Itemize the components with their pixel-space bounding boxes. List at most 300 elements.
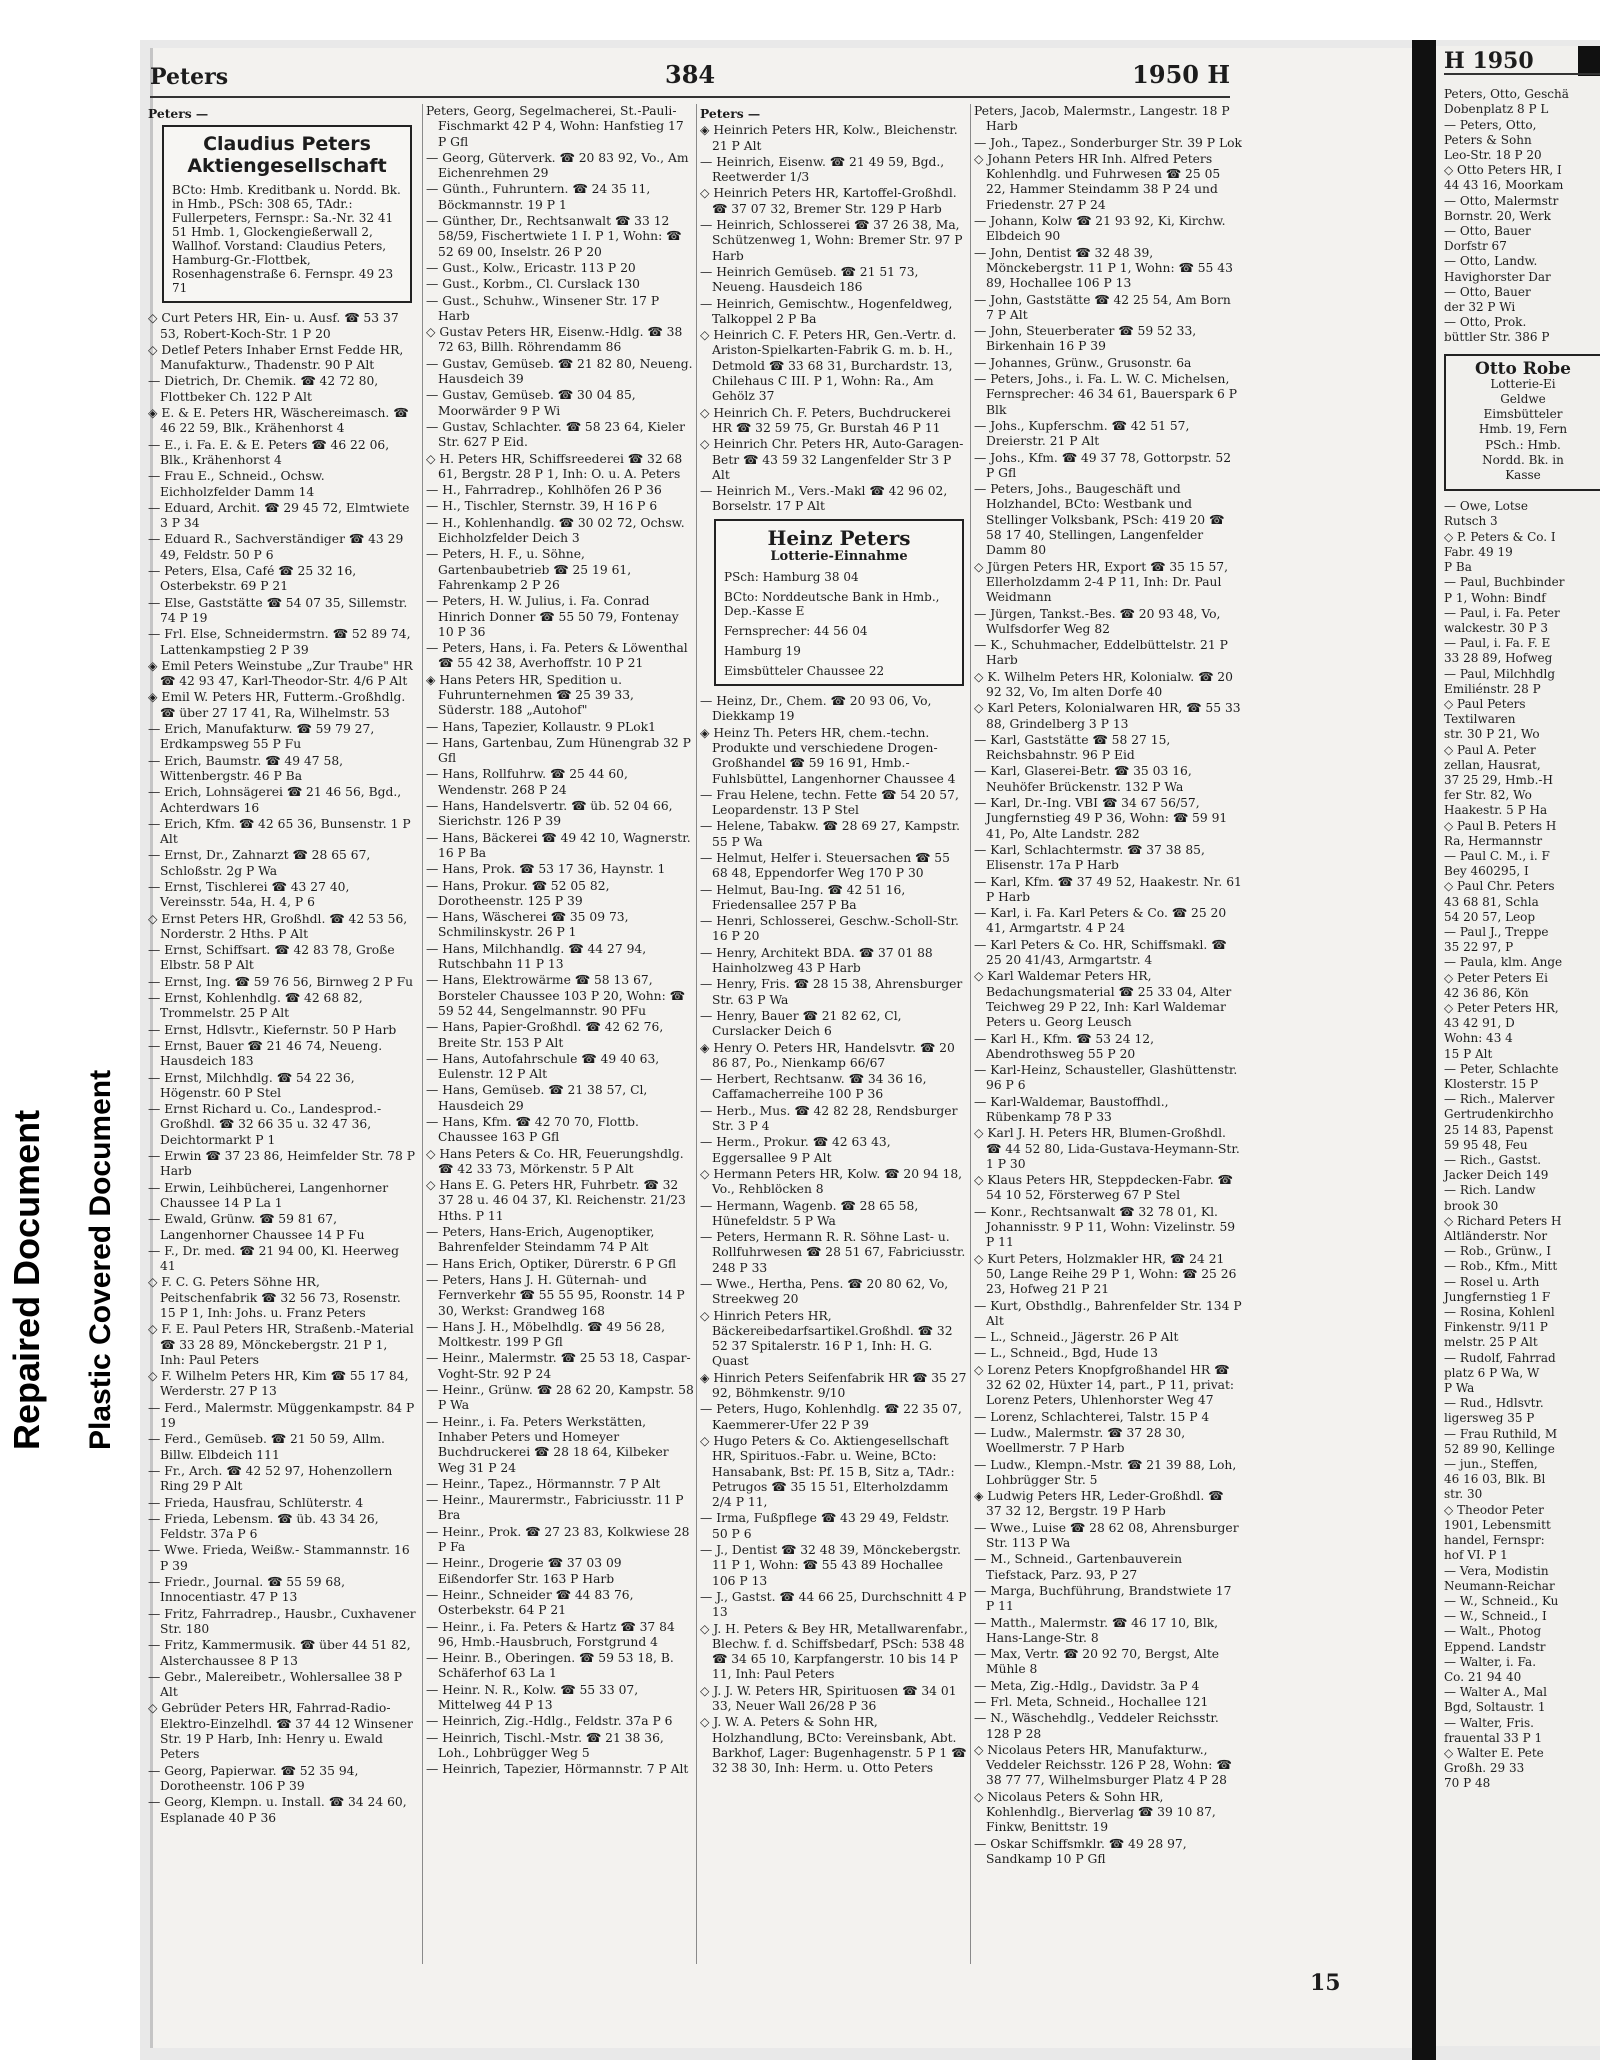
directory-entry: ◈ Ludwig Peters HR, Leder-Großhdl. ☎ 37 32 12, Bergstr. 19 P Harb [974,1489,1224,1519]
directory-entry: — Heinr., Prok. ☎ 27 23 83, Kolkwiese 28 P Fa [426,1524,690,1555]
directory-entry: — Wwe. Frieda, Weißw.- Stammannstr. 16 P 39 [148,1543,410,1573]
right-page-entry: Wohn: 43 4 [1444,1031,1513,1046]
directory-entry: — Heinrich, Tischl.-Mstr. ☎ 21 38 36, Loh., Lohbrügger Weg 5 [426,1730,664,1760]
side-band [0,0,140,2072]
right-ad-line: Lotterie-Ei [1490,376,1556,391]
directory-entry: — Lorenz, Schlachterei, Talstr. 15 P 4 [974,1409,1210,1424]
directory-entry: — Gustav, Gemüseb. ☎ 30 04 85, Moorwärder 9 P Wi [426,388,636,418]
directory-entry: — Heinr., Schneider ☎ 44 83 76, Osterbekstr. 64 P 21 [426,1587,634,1618]
directory-entry: ◈ Heinrich Peters HR, Kolw., Bleichenstr. 21 P Alt [700,123,958,153]
directory-entry: ◇ Klaus Peters HR, Steppdecken-Fabr. ☎ 54 10 52, Försterweg 67 P Stel [974,1173,1233,1203]
right-page-entry: Bornstr. 20, Werk [1444,208,1551,223]
ad-claudius-peters [162,125,412,303]
right-page-entry: Havighorster Dar [1444,269,1551,284]
right-page-entry: ligersweg 35 P [1444,1411,1535,1426]
directory-entry: ◇ Johann Peters HR Inh. Alfred Peters Kohlenhdlg. und Fuhrwesen ☎ 25 05 22, Hammer Steindamm 38 P 24 und Friedenstr. 27 P 24 [974,151,1221,212]
directory-entry: — Ludw., Klempn.-Mstr. ☎ 21 39 88, Loh, Lohbrügger Str. 5 [974,1457,1237,1487]
directory-entry: — John, Dentist ☎ 32 48 39, Mönckebergstr. 11 P 1, Wohn: ☎ 55 43 89, Hochallee 106 P 13 [974,245,1233,291]
directory-entry: — Ernst, Kohlenhdlg. ☎ 42 68 82, Trommelstr. 25 P Alt [148,991,363,1021]
right-page-entry: — jun., Steffen, [1444,1457,1538,1472]
right-page-entry: Fabr. 49 19 [1444,544,1513,559]
right-page-entry: — Paula, klm. Ange [1444,955,1563,970]
right-page-entry: 70 P 48 [1444,1776,1491,1791]
right-page-entry: 44 43 16, Moorkam [1444,178,1564,193]
directory-entry: — L., Schneid., Jägerstr. 26 P Alt [974,1330,1179,1345]
directory-entry: — Hans J. H., Möbelhdlg. ☎ 49 56 28, Moltkestr. 199 P Gfl [426,1319,666,1350]
directory-entry: — Heinr., i. Fa. Peters Werkstätten, Inhaber Peters und Homeyer Buchdruckerei ☎ 28 18 64, Kilbeker Weg 31 P 24 [426,1414,669,1475]
right-page-entry: — Walt., Photog [1444,1624,1542,1639]
directory-entry: — Hans, Prokur. ☎ 52 05 82, Dorotheenstr. 125 P 39 [426,878,610,908]
directory-entry: ◇ Heinrich Ch. F. Peters, Buchdruckerei HR ☎ 32 59 75, Gr. Burstah 46 P 11 [700,405,951,435]
directory-entry: Peters, Jacob, Malermstr., Langestr. 18 P Harb [974,104,1230,134]
right-page-entry: Dobenplatz 8 P L [1444,102,1549,117]
directory-entry: — Helmut, Bau-Ing. ☎ 42 51 16, Friedensallee 257 P Ba [700,882,906,912]
directory-entry: ◇ F. E. Paul Peters HR, Straßenb.-Material ☎ 33 28 89, Mönckebergstr. 21 P 1, Inh: Paul Peters [148,1322,414,1367]
directory-entry: — Heinr. B., Oberingen. ☎ 59 53 18, B. Schäferhof 63 La 1 [426,1651,674,1681]
ad-heinz-peters [714,519,964,686]
directory-entry: ◇ Karl J. H. Peters HR, Blumen-Großhdl. ☎ 44 52 80, Lida-Gustava-Heymann-Str. 1 P 30 [974,1126,1240,1171]
right-page-entry: — Paul, i. Fa. Peter [1444,605,1560,620]
right-page-entry: Textilwaren [1444,712,1516,727]
directory-entry: — John, Steuerberater ☎ 59 52 33, Birkenhain 16 P 39 [974,324,1197,354]
directory-entry: — Heinrich Gemüseb. ☎ 21 51 73, Neueng. Hausdeich 186 [700,264,919,295]
right-page-entry: hof VI. P 1 [1444,1548,1508,1563]
directory-entry: — Ernst Richard u. Co., Landesprod.-Großhdl. ☎ 32 66 35 u. 32 47 36, Deichtormarkt P 1 [148,1102,382,1147]
directory-entry: — Erich, Manufakturw. ☎ 59 79 27, Erdkampsweg 55 P Fu [148,722,375,752]
directory-entry: — Frieda, Hausfrau, Schlüterstr. 4 [148,1495,364,1510]
directory-entry: — Hans, Tapezier, Kollaustr. 9 PLok1 [426,719,656,734]
repaired-document-label: Repaired Document [6,1109,47,1450]
directory-entry: — Wwe., Hertha, Pens. ☎ 20 80 62, Vo, Streekweg 20 [700,1277,949,1307]
right-page-entry: — Vera, Modistin [1444,1563,1549,1578]
directory-entry: — Frl. Else, Schneidermstrn. ☎ 52 89 74, Lattenkampstieg 2 P 39 [148,627,411,657]
directory-entry: — Frieda, Lebensm. ☎ üb. 43 34 26, Feldstr. 37a P 6 [148,1511,379,1542]
directory-entry: ◇ Detlef Peters Inhaber Ernst Fedde HR, Manufakturw., Thadenstr. 90 P Alt [148,342,404,373]
directory-entry: — Heinr., Drogerie ☎ 37 03 09 Eißendorfer Str. 163 P Harb [426,1556,622,1586]
directory-entry: ◇ H. Peters HR, Schiffsreederei ☎ 32 68 61, Bergstr. 28 P 1, Inh: O. u. A. Peters [426,451,683,481]
right-page-entry: platz 6 P Wa, W [1444,1365,1540,1380]
header-left: Peters [150,64,229,90]
directory-entry: ◇ J. J. W. Peters HR, Spirituosen ☎ 34 01 33, Neuer Wall 26/28 P 36 [700,1683,957,1714]
directory-entry: — Helene, Tabakw. ☎ 28 69 27, Kampstr. 55 P Wa [700,819,961,849]
ad-line: BCto: Norddeutsche Bank in Hmb., Dep.-Kasse E [724,590,940,619]
right-page-entry: zellan, Hausrat, [1444,757,1541,772]
directory-entry: ◈ Emil W. Peters HR, Futterm.-Großhdlg. ☎ über 27 17 41, Ra, Wilhelmstr. 53 [148,690,406,720]
directory-entry: — Gebr., Malereibetr., Wohlersallee 38 P Alt [148,1669,403,1700]
right-page [1436,46,1600,2046]
directory-entry: ◈ Hans Peters HR, Spedition u. Fuhrunternehmen ☎ 25 39 33, Süderstr. 188 „Autohof" [426,672,634,718]
directory-entry: — Hans, Wäscherei ☎ 35 09 73, Schmilinskystr. 26 P 1 [426,910,629,940]
directory-entry: — Heinrich, Eisenw. ☎ 21 49 59, Bgd., Reetwerder 1/3 [700,154,945,185]
right-page-entry: — Rudolf, Fahrrad [1444,1350,1556,1365]
right-page-entry: Finkenstr. 9/11 P [1444,1320,1548,1335]
directory-entry: ◇ J. W. A. Peters & Sohn HR, Holzhandlung, BCto: Vereinsbank, Abt. Barkhof, Lager: Bugenhagenstr. 5 P 1 ☎ 32 38 30, Inh: Herm. u. Otto Peters [700,1715,967,1776]
right-page-entry: Peters, Otto, Geschä [1444,87,1569,102]
directory-entry: — Heinz, Dr., Chem. ☎ 20 93 06, Vo, Diekkamp 19 [700,694,932,724]
directory-entry: — Jürgen, Tankst.-Bes. ☎ 20 93 48, Vo, Wulfsdorfer Weg 82 [974,606,1221,636]
right-ad-line: PSch.: Hmb. [1485,437,1561,452]
directory-entry: — Ferd., Gemüseb. ☎ 21 50 59, Allm. Billw. Elbdeich 111 [148,1432,385,1462]
directory-entry: ◇ Ernst Peters HR, Großhdl. ☎ 42 53 56, Norderstr. 2 Hths. P Alt [148,911,408,941]
right-page-entry: Ra, Hermannstr [1444,833,1543,848]
binding-gutter [1412,40,1436,2060]
directory-entry: — Günth., Fuhruntern. ☎ 24 35 11, Böckmannstr. 19 P 1 [426,182,651,212]
right-page-entry: Gertrudenkirchho [1444,1107,1554,1122]
directory-entry: ◇ Gebrüder Peters HR, Fahrrad-Radio-Elektro-Einzelhdl. ☎ 37 44 12 Winsener Str. 19 P Harb, Inh: Henry u. Ewald Peters [148,1701,413,1762]
right-page-entry: — Walter, i. Fa. [1444,1654,1537,1669]
directory-entry: — Fritz, Kammermusik. ☎ über 44 51 82, Alsterchaussee 8 P 13 [148,1638,411,1668]
right-page-entry: Dorfstr 67 [1444,239,1507,254]
directory-entry: — Gust., Schuhw., Winsener Str. 17 P Harb [426,293,660,323]
directory-entry: — Else, Gaststätte ☎ 54 07 35, Sillemstr. 74 P 19 [148,595,408,625]
right-page-entry: fer Str. 82, Wo [1444,788,1532,803]
right-page-entry: 43 68 81, Schla [1444,894,1539,909]
directory-entry: — Georg, Klempn. u. Install. ☎ 34 24 60, Esplanade 40 P 36 [148,1795,407,1825]
directory-entry: — Erwin ☎ 37 23 86, Heimfelder Str. 78 P Harb [148,1149,415,1179]
directory-entry: — Ernst, Ing. ☎ 59 76 56, Birnweg 2 P Fu [148,974,414,989]
directory-entry: — Karl, Dr.-Ing. VBI ☎ 34 67 56/57, Jungfernstieg 49 P 36, Wohn: ☎ 59 91 41, Po, Alte Landstr. 282 [974,796,1228,841]
directory-entry: ◇ Jürgen Peters HR, Export ☎ 35 15 57, Ellerholzdamm 2-4 P 11, Inh: Dr. Paul Weidmann [974,559,1228,605]
right-page-entry: Jacker Deich 149 [1444,1168,1549,1183]
directory-entry: — Hans, Autofahrschule ☎ 49 40 63, Eulenstr. 12 P Alt [426,1051,660,1082]
right-page-entry: — Rich. Landw [1444,1183,1536,1198]
right-page-entry: 54 20 57, Leop [1444,909,1536,924]
directory-entry: — Fritz, Fahrradrep., Hausbr., Cuxhavener Str. 180 [148,1606,416,1636]
directory-entry: — H., Tischler, Sternstr. 39, H 16 P 6 [426,499,658,514]
directory-entry: — Heinr., Maurermstr., Fabriciusstr. 11 P Bra [426,1493,684,1523]
directory-entry: — Max, Vertr. ☎ 20 92 70, Bergst, Alte Mühle 8 [974,1647,1220,1677]
directory-entry: — Herm., Prokur. ☎ 42 63 43, Eggersallee 9 P Alt [700,1135,891,1165]
directory-entry: ◇ Karl Waldemar Peters HR, Bedachungsmaterial ☎ 25 33 04, Alter Teichweg 29 P 22, Inh: Karl Waldemar Peters u. Georg Leusch [974,969,1232,1030]
directory-entry: — Peters, Hans J. H. Güternah- und Fernverkehr ☎ 55 55 95, Roonstr. 14 P 30, Werkst: Grandweg 168 [426,1272,685,1318]
right-page-entry: — Rosina, Kohlenl [1444,1305,1555,1320]
directory-entry: — Johannes, Grünw., Grusonstr. 6a [974,355,1192,370]
directory-entry: — Eduard, Archit. ☎ 29 45 72, Elmtwiete 3 P 34 [148,500,410,531]
directory-entry: — N., Wäschehdlg., Veddeler Reichsstr. 128 P 28 [974,1711,1219,1741]
right-page-entry: — Rob., Kfm., Mitt [1444,1259,1558,1274]
directory-entry: — Gustav, Gemüseb. ☎ 21 82 80, Neueng. Hausdeich 39 [426,356,693,387]
directory-entry: — Hans, Prok. ☎ 53 17 36, Haynstr. 1 [426,862,666,877]
directory-entry: — Hans, Elektrowärme ☎ 58 13 67, Borsteler Chaussee 103 P 20, Wohn: ☎ 59 52 44, Sengelmannstr. 90 PFu [426,973,685,1018]
column-1 [148,104,416,1964]
right-page-entry: ◇ Otto Peters HR, I [1444,163,1562,178]
directory-entry: ◇ Hans Peters & Co. HR, Feuerungshdlg. ☎ 42 33 73, Mörkenstr. 5 P Alt [426,1146,684,1176]
right-page-entry: P Wa [1444,1381,1475,1396]
directory-entry: — Hans, Papier-Großhdl. ☎ 42 62 76, Breite Str. 153 P Alt [426,1020,664,1050]
column-rule [696,104,697,1964]
directory-entry: — H., Kohlenhandlg. ☎ 30 02 72, Ochsw. Eichholzfelder Deich 3 [426,515,685,546]
right-page-entry: str. 30 P 21, Wo [1444,727,1540,742]
directory-entry: ◈ Emil Peters Weinstube „Zur Traube" HR ☎ 42 93 47, Karl-Theodor-Str. 4/6 P Alt [148,658,413,689]
right-page-entry: — Rich., Malerver [1444,1092,1555,1107]
directory-entry: ◇ Hans E. G. Peters HR, Fuhrbetr. ☎ 32 37 28 u. 46 04 37, Kl. Reichenstr. 21/23 Hths. P 11 [426,1178,686,1223]
directory-entry: — Gust., Korbm., Cl. Curslack 130 [426,277,640,292]
directory-entry: — Heinr., Grünw. ☎ 28 62 20, Kampstr. 58 P Wa [426,1383,694,1413]
directory-entry: — Irma, Fußpflege ☎ 43 29 49, Feldstr. 50 P 6 [700,1511,950,1541]
directory-entry: — Heinrich, Tapezier, Hörmannstr. 7 P Alt [426,1762,689,1777]
right-page-entry: P 1, Wohn: Bindf [1444,590,1546,605]
directory-entry: — Matth., Malermstr. ☎ 46 17 10, Blk, Hans-Lange-Str. 8 [974,1615,1219,1645]
directory-entry: — Henry, Architekt BDA. ☎ 37 01 88 Hainholzweg 43 P Harb [700,945,933,976]
right-page-text [1444,46,1600,1792]
directory-entry: ◇ F. C. G. Peters Söhne HR, Peitschenfabrik ☎ 32 56 73, Rosenstr. 15 P 1, Inh: Johs. u. Franz Peters [148,1275,401,1320]
right-page-entry: brook 30 [1444,1198,1499,1213]
directory-entry: — Joh., Tapez., Sonderburger Str. 39 P Lok [974,135,1242,150]
directory-entry: — Johs., Kfm. ☎ 49 37 78, Gottorpstr. 52 P Gfl [974,450,1232,480]
directory-entry: — Heinr., i. Fa. Peters & Hartz ☎ 37 84 96, Hmb.-Hausbruch, Forstgrund 4 [426,1619,675,1649]
directory-entry: — L., Schneid., Bgd, Hude 13 [974,1346,1159,1361]
directory-entry: — Erich, Lohnsägerei ☎ 21 46 56, Bgd., Achterdwars 16 [148,785,402,815]
right-page-entry: P Ba [1444,560,1472,575]
directory-entry: ◇ Karl Peters, Kolonialwaren HR, ☎ 55 33 88, Grindelberg 3 P 13 [974,701,1241,731]
directory-entry: — Georg, Güterverk. ☎ 20 83 92, Vo., Am Eichenrehmen 29 [426,150,689,181]
directory-entry: — Karl, Kfm. ☎ 37 49 52, Haakestr. Nr. 61 P Harb [974,874,1242,904]
right-page-entry: ◇ P. Peters & Co. I [1444,529,1556,544]
right-page-entry: Bey 460295, I [1444,864,1529,879]
directory-entry: — Dietrich, Dr. Chemik. ☎ 42 72 80, Flottbeker Ch. 122 P Alt [148,374,379,404]
directory-entry: ◇ Heinrich Chr. Peters HR, Auto-Garagen-Betr ☎ 43 59 32 Langenfelder Str 3 P Alt [700,437,964,482]
right-page-entry: Peters & Sohn [1444,132,1532,147]
right-page-entry: ◇ Paul Peters [1444,696,1526,711]
directory-entry: ◇ Hermann Peters HR, Kolw. ☎ 20 94 18, Vo., Rehblöcken 8 [700,1166,963,1197]
directory-entry: — Karl Peters & Co. HR, Schiffsmakl. ☎ 25 20 41/43, Armgartstr. 4 [974,937,1227,968]
right-page-entry: — Paul J., Treppe [1444,924,1549,939]
column-3 [700,104,968,1964]
right-page-entry: 46 16 03, Blk. Bl [1444,1472,1546,1487]
directory-entry: — Herb., Mus. ☎ 42 82 28, Rendsburger Str. 3 P 4 [700,1103,958,1134]
directory-entry: — Karl-Waldemar, Baustoffhdl., Rübenkamp 78 P 33 [974,1094,1169,1124]
directory-entry: — Peters, Hermann R. R. Söhne Last- u. Rollfuhrwesen ☎ 28 51 67, Fabriciusstr. 248 P 33 [700,1230,966,1275]
right-page-header: H 1950 [1444,54,1600,75]
directory-entry: ◈ Hinrich Peters Seifenfabrik HR ☎ 35 27 92, Böhmkenstr. 9/10 [700,1370,967,1401]
directory-entry: — Ernst, Hdlsvtr., Kiefernstr. 50 P Harb [148,1022,397,1037]
right-page-entry: str. 30 [1444,1487,1483,1502]
ad-line: PSch: Hamburg 38 04 [724,570,859,585]
header-page-number: 384 [665,60,716,89]
right-page-entry: Altländerstr. Nor [1444,1229,1548,1244]
directory-entry: — Heinr. N. R., Kolw. ☎ 55 33 07, Mittelweg 44 P 13 [426,1682,639,1712]
right-ad-title: Otto Robe [1475,358,1571,379]
directory-entry: — Hans, Kfm. ☎ 42 70 70, Flottb. Chaussee 163 P Gfl [426,1115,639,1145]
directory-entry: — Heinrich, Schlosserei ☎ 37 26 38, Ma, Schützenweg 1, Wohn: Bremer Str. 97 P Harb [700,218,963,263]
directory-entry: — Eduard R., Sachverständiger ☎ 43 29 49, Feldstr. 50 P 6 [148,532,404,562]
directory-entry: — Marga, Buchführung, Brandstwiete 17 P 11 [974,1583,1232,1614]
right-page-entry: — Peter, Schlachte [1444,1061,1559,1076]
directory-entry: ◇ Nicolaus Peters HR, Manufakturw., Veddeler Reichsstr. 126 P 28, Wohn: ☎ 38 77 77, Wilhelmsburger Platz 4 P 28 [974,1742,1232,1788]
directory-entry: ◇ Hinrich Peters HR, Bäckereibedarfsartikel.Großhdl. ☎ 32 52 37 Spitalerstr. 16 P 1, Inh: H. G. Quast [700,1308,953,1369]
right-ad-line: Kasse [1505,468,1541,483]
directory-entry: — Helmut, Helfer i. Steuersachen ☎ 55 68 48, Eppendorfer Weg 170 P 30 [700,850,950,881]
right-page-entry: Co. 21 94 40 [1444,1669,1522,1684]
ad-line: Fernsprecher: 44 56 04 [724,624,868,639]
directory-entry: — H., Fahrradrep., Kohlhöfen 26 P 36 [426,483,662,498]
right-page-entry: ◇ Theodor Peter [1444,1502,1544,1517]
right-page-entry: ◇ Paul Chr. Peters [1444,879,1555,894]
column-rule [970,104,971,1964]
directory-entry: — Hans, Rollfuhrw. ☎ 25 44 60, Wendenstr. 268 P 24 [426,767,628,797]
directory-entry: — Henri, Schlosserei, Geschw.-Scholl-Str. 16 P 20 [700,914,959,944]
directory-entry: — Fr., Arch. ☎ 42 52 97, Hohenzollern Ring 29 P Alt [148,1463,393,1494]
right-page-entry: — W., Schneid., I [1444,1609,1547,1624]
right-page-entry: Neumann-Reichar [1444,1578,1555,1593]
right-page-entry: 59 95 48, Feu [1444,1137,1528,1152]
directory-entry: — Heinr., Malermstr. ☎ 25 53 18, Caspar-Voght-Str. 92 P 24 [426,1351,691,1381]
column-rule [422,104,423,1964]
directory-entry: — Friedr., Journal. ☎ 55 59 68, Innocentiastr. 47 P 13 [148,1575,345,1605]
directory-entry: — Hans, Gartenbau, Zum Hünengrab 32 P Gfl [426,735,691,766]
directory-entry: — M., Schneid., Gartenbauverein Tiefstack, Parz. 93, P 27 [974,1552,1183,1582]
ad-subtitle: Lotterie-Einnahme [770,548,908,564]
directory-entry: — Kurt, Obsthdlg., Bahrenfelder Str. 134 P Alt [974,1298,1242,1328]
directory-entry: — Peters, Hans-Erich, Augenoptiker, Bahrenfelder Steindamm 74 P Alt [426,1225,655,1255]
right-page-entry: Rutsch 3 [1444,514,1498,529]
directory-entry: — Konr., Rechtsanwalt ☎ 32 78 01, Kl. Johannisstr. 9 P 11, Wohn: Vizelinstr. 59 P 11 [974,1204,1236,1250]
right-page-entry: Jungfernstieg 1 F [1444,1289,1551,1304]
directory-entry: — Ewald, Grünw. ☎ 59 81 67, Langenhorner Chaussee 14 P Fu [148,1212,365,1242]
directory-entry: — Erich, Baumstr. ☎ 49 47 58, Wittenbergstr. 46 P Ba [148,753,344,783]
right-page-entry: Klosterstr. 15 P [1444,1077,1539,1091]
directory-entry: — Karl-Heinz, Schausteller, Glashüttenstr. 96 P 6 [974,1063,1238,1093]
plastic-covered-label: Plastic Covered Document [84,1069,117,1450]
right-page-entry: ◇ Richard Peters H [1444,1213,1562,1228]
directory-entry: — Ferd., Malermstr. Müggenkampstr. 84 P 19 [148,1400,415,1431]
ad-line: Hamburg 19 [724,644,801,659]
directory-entry: — Ernst, Milchhdlg. ☎ 54 22 36, Högenstr. 60 P Stel [148,1070,355,1100]
right-page-entry: — Otto, Bauer [1444,224,1531,239]
directory-entry: — F., Dr. med. ☎ 21 94 00, Kl. Heerweg 41 [148,1243,399,1274]
right-page-entry: 33 28 89, Hofweg [1444,651,1553,666]
right-page-entry: — Otto, Prok. [1444,315,1527,330]
directory-entry: ◇ Nicolaus Peters & Sohn HR, Kohlenhdlg., Bierverlag ☎ 39 10 87, Finkw, Benittstr. 19 [974,1789,1216,1835]
right-page-entry: — Owe, Lotse [1444,499,1528,514]
directory-entry: Peters, Georg, Segelmacherei, St.-Pauli-Fischmarkt 42 P 4, Wohn: Hanfstieg 17 P Gfl [426,104,684,149]
section-head: Peters — [700,106,761,121]
right-page-entry: 35 22 97, P [1444,940,1514,955]
right-page-entry: walckestr. 30 P 3 [1444,620,1548,635]
right-page-entry: Eppend. Landstr [1444,1639,1546,1654]
directory-entry: — Hermann, Wagenb. ☎ 28 65 58, Hünefeldstr. 5 P Wa [700,1198,919,1228]
directory-entry: ◇ Gustav Peters HR, Eisenw.-Hdlg. ☎ 38 72 63, Billh. Röhrendamm 86 [426,325,683,355]
directory-entry: — Henry, Fris. ☎ 28 15 38, Ahrensburger Str. 63 P Wa [700,977,963,1007]
right-ad-line: Geldwe [1500,392,1546,407]
directory-entry: — Ernst, Tischlerei ☎ 43 27 40, Vereinsstr. 54a, H. 4, P 6 [148,879,350,910]
right-page-entry: — Walter, Fris. [1444,1715,1534,1730]
right-page-entry: — W., Schneid., Ku [1444,1593,1559,1608]
right-page-entry: — Paul, Buchbinder [1444,575,1565,590]
directory-entry: ◈ Heinz Th. Peters HR, chem.-techn. Produkte und verschiedene Drogen-Großhandel ☎ 59 16 91, Hmb.-Fuhlsbüttel, Langenhorner Chaussee 4 [700,725,956,786]
right-page-entry: — Otto, Malermstr [1444,193,1559,208]
directory-entry: — John, Gaststätte ☎ 42 25 54, Am Born 7 P Alt [974,292,1231,322]
right-page-entry: — Paul C. M., i. F [1444,848,1550,863]
directory-entry: — Johann, Kolw ☎ 21 93 92, Ki, Kirchw. Elbdeich 90 [974,214,1226,244]
directory-entry: — Herbert, Rechtsanw. ☎ 34 36 16, Caffamacherreihe 100 P 36 [700,1072,927,1102]
directory-entry: — Günther, Dr., Rechtsanwalt ☎ 33 12 58/59, Fischertwiete 1 I. P 1, Wohn: ☎ 52 69 00, Inselstr. 26 P 20 [426,214,682,259]
directory-entry: — Ernst, Bauer ☎ 21 46 74, Neueng. Hausdeich 183 [148,1038,383,1069]
directory-entry: — J., Dentist ☎ 32 48 39, Mönckebergstr. 11 P 1, Wohn: ☎ 55 43 89 Hochallee 106 P 13 [700,1543,961,1588]
right-page-entry: — Paul, i. Fa. F. E [1444,636,1551,651]
right-page-entry: melstr. 25 P Alt [1444,1335,1538,1350]
right-page-entry: Haakestr. 5 P Ha [1444,803,1548,818]
directory-entry: ◇ Hugo Peters & Co. Aktiengesellschaft HR, Spirituos.-Fabr. u. Weine, BCto: Hansabank, Bst: Pf. 15 B, Sitz a, TAdr.: Petrugos ☎ 35 15 51, Elterholzdamm 2/4 P 11, [700,1433,955,1510]
page-number-right: 15 [1310,1970,1341,1996]
directory-entry: — Hans, Bäckerei ☎ 49 42 10, Wagnerstr. 16 P Ba [426,830,691,860]
directory-entry: — Henry, Bauer ☎ 21 82 62, Cl, Curslacker Deich 6 [700,1008,902,1039]
right-page-entry: — Rosel u. Arth [1444,1274,1540,1289]
directory-entry: — Ludw., Malermstr. ☎ 37 28 30, Woellmerstr. 7 P Harb [974,1425,1186,1456]
right-page-entry: Emiliénstr. 28 P [1444,681,1541,696]
right-page-entry: 43 42 91, D [1444,1016,1515,1031]
directory-entry: — Frau E., Schneid., Ochsw. Eichholzfelder Damm 14 [148,469,325,499]
page-header [150,56,1230,98]
column-4 [974,104,1242,1964]
right-page-entry: ◇ Paul B. Peters H [1444,818,1557,833]
directory-entry: — Peters, Johs., Baugeschäft und Holzhandel, BCto: Westbank und Stellinger Volksbank, PSch: 419 20 ☎ 58 17 40, Stellingen, Langenfelder Damm 80 [974,482,1225,558]
right-ad-line: Nordd. Bk. in [1482,452,1564,467]
directory-entry: — Gustav, Schlachter. ☎ 58 23 64, Kieler Str. 627 P Eid. [426,419,685,450]
right-page-entry: — Otto, Bauer [1444,284,1531,299]
directory-entry: — Peters, Hans, i. Fa. Peters & Löwenthal ☎ 55 42 38, Averhoffstr. 10 P 21 [426,641,688,671]
right-page-entry: ◇ Paul A. Peter [1444,742,1536,757]
directory-entry: ◇ Heinrich Peters HR, Kartoffel-Großhdl. ☎ 37 07 32, Bremer Str. 129 P Harb [700,186,957,216]
directory-entry: ◇ Curt Peters HR, Ein- u. Ausf. ☎ 53 37 53, Robert-Koch-Str. 1 P 20 [148,311,399,341]
right-page-entry: — Rob., Grünw., I [1444,1244,1552,1259]
directory-entry: — Gust., Kolw., Ericastr. 113 P 20 [426,260,636,275]
directory-entry: ◇ K. Wilhelm Peters HR, Kolonialw. ☎ 20 92 32, Vo, Im alten Dorfe 40 [974,669,1233,699]
right-page-entry: Bgd, Soltaustr. 1 [1444,1700,1546,1715]
directory-entry: — Georg, Papierwar. ☎ 52 35 94, Dorotheenstr. 106 P 39 [148,1763,359,1793]
right-page-ad [1444,354,1600,492]
directory-entry: — Johs., Kupferschm. ☎ 42 51 57, Dreierstr. 21 P Alt [974,418,1190,449]
directory-entry: — E., i. Fa. E. & E. Peters ☎ 46 22 06, Blk., Krähenhorst 4 [148,437,390,467]
right-ad-line: Hmb. 19, Fern [1478,422,1568,437]
directory-entry: — Hans, Gemüseb. ☎ 21 38 57, Cl, Hausdeich 29 [426,1083,648,1113]
right-page-entry: — Rich., Gastst. [1444,1153,1542,1168]
directory-entry: — Oskar Schiffsmklr. ☎ 49 28 97, Sandkamp 10 P Gfl [974,1836,1187,1866]
directory-entry: ◈ Henry O. Peters HR, Handelsvtr. ☎ 20 86 87, Po., Nienkamp 66/67 [700,1040,955,1070]
directory-entry: — Wwe., Luise ☎ 28 62 08, Ahrensburger Str. 113 P Wa [974,1520,1239,1551]
directory-entry: ◈ E. & E. Peters HR, Wäschereimasch. ☎ 46 22 59, Blk., Krähenhorst 4 [148,406,409,436]
right-page-entry: büttler Str. 386 P [1444,330,1550,345]
section-head: Peters — [148,106,209,121]
directory-entry: — Heinrich M., Vers.-Makl ☎ 42 96 02, Borselstr. 17 P Alt [700,484,948,514]
directory-entry: — Hans Erich, Optiker, Dürerstr. 6 P Gfl [426,1256,677,1271]
right-page-entry: 1901, Lebensmitt [1444,1517,1551,1532]
directory-entry: — Karl H., Kfm. ☎ 53 24 12, Abendrothsweg 55 P 20 [974,1031,1155,1061]
directory-entry: — Karl, Glaserei-Betr. ☎ 35 03 16, Neuhöfer Brückenstr. 132 P Wa [974,764,1192,794]
directory-entry: — Meta, Zig.-Hdlg., Davidstr. 3a P 4 [974,1678,1200,1693]
right-page-entry: — Rud., Hdlsvtr. [1444,1396,1544,1411]
right-ad-line: Eimsbütteler [1483,407,1563,422]
directory-entry: — Karl, i. Fa. Karl Peters & Co. ☎ 25 20 41, Armgartstr. 4 P 24 [974,906,1227,936]
directory-entry: — Heinrich, Zig.-Hdlg., Feldstr. 37a P 6 [426,1714,673,1729]
right-page-entry: frauental 33 P 1 [1444,1730,1543,1745]
directory-entry: — Ernst, Dr., Zahnarzt ☎ 28 65 67, Schloßstr. 2g P Wa [148,848,371,878]
ad-line: Eimsbütteler Chaussee 22 [724,664,885,679]
directory-entry: — K., Schuhmacher, Eddelbüttelstr. 21 P Harb [974,638,1228,668]
directory-entry: — Peters, Hugo, Kohlenhdlg. ☎ 22 35 07, Kaemmerer-Ufer 22 P 39 [700,1402,962,1432]
right-page-entry: Leo-Str. 18 P 20 [1444,148,1542,163]
directory-entry: — J., Gastst. ☎ 44 66 25, Durchschnitt 4 P 13 [700,1589,967,1620]
right-page-entry: 25 14 83, Papenst [1444,1122,1554,1137]
directory-entry: — Heinr., Tapez., Hörmannstr. 7 P Alt [426,1476,661,1491]
right-page-entry: 42 36 86, Kön [1444,985,1529,1000]
column-2 [426,104,694,1964]
directory-entry: — Karl, Schlachtermstr. ☎ 37 38 85, Elisenstr. 17a P Harb [974,842,1205,873]
right-page-entry: der 32 P Wi [1444,300,1516,315]
directory-entry: ◇ J. H. Peters & Bey HR, Metallwarenfabr., Blechw. f. d. Schiffsbedarf, PSch: 538 48 ☎ 34 65 10, Karpfangerstr. 10 bis 14 P 11, Inh: Paul Peters [700,1621,968,1682]
right-page-entry: 15 P Alt [1444,1046,1493,1061]
right-page-entry: — Walter A., Mal [1444,1685,1547,1700]
